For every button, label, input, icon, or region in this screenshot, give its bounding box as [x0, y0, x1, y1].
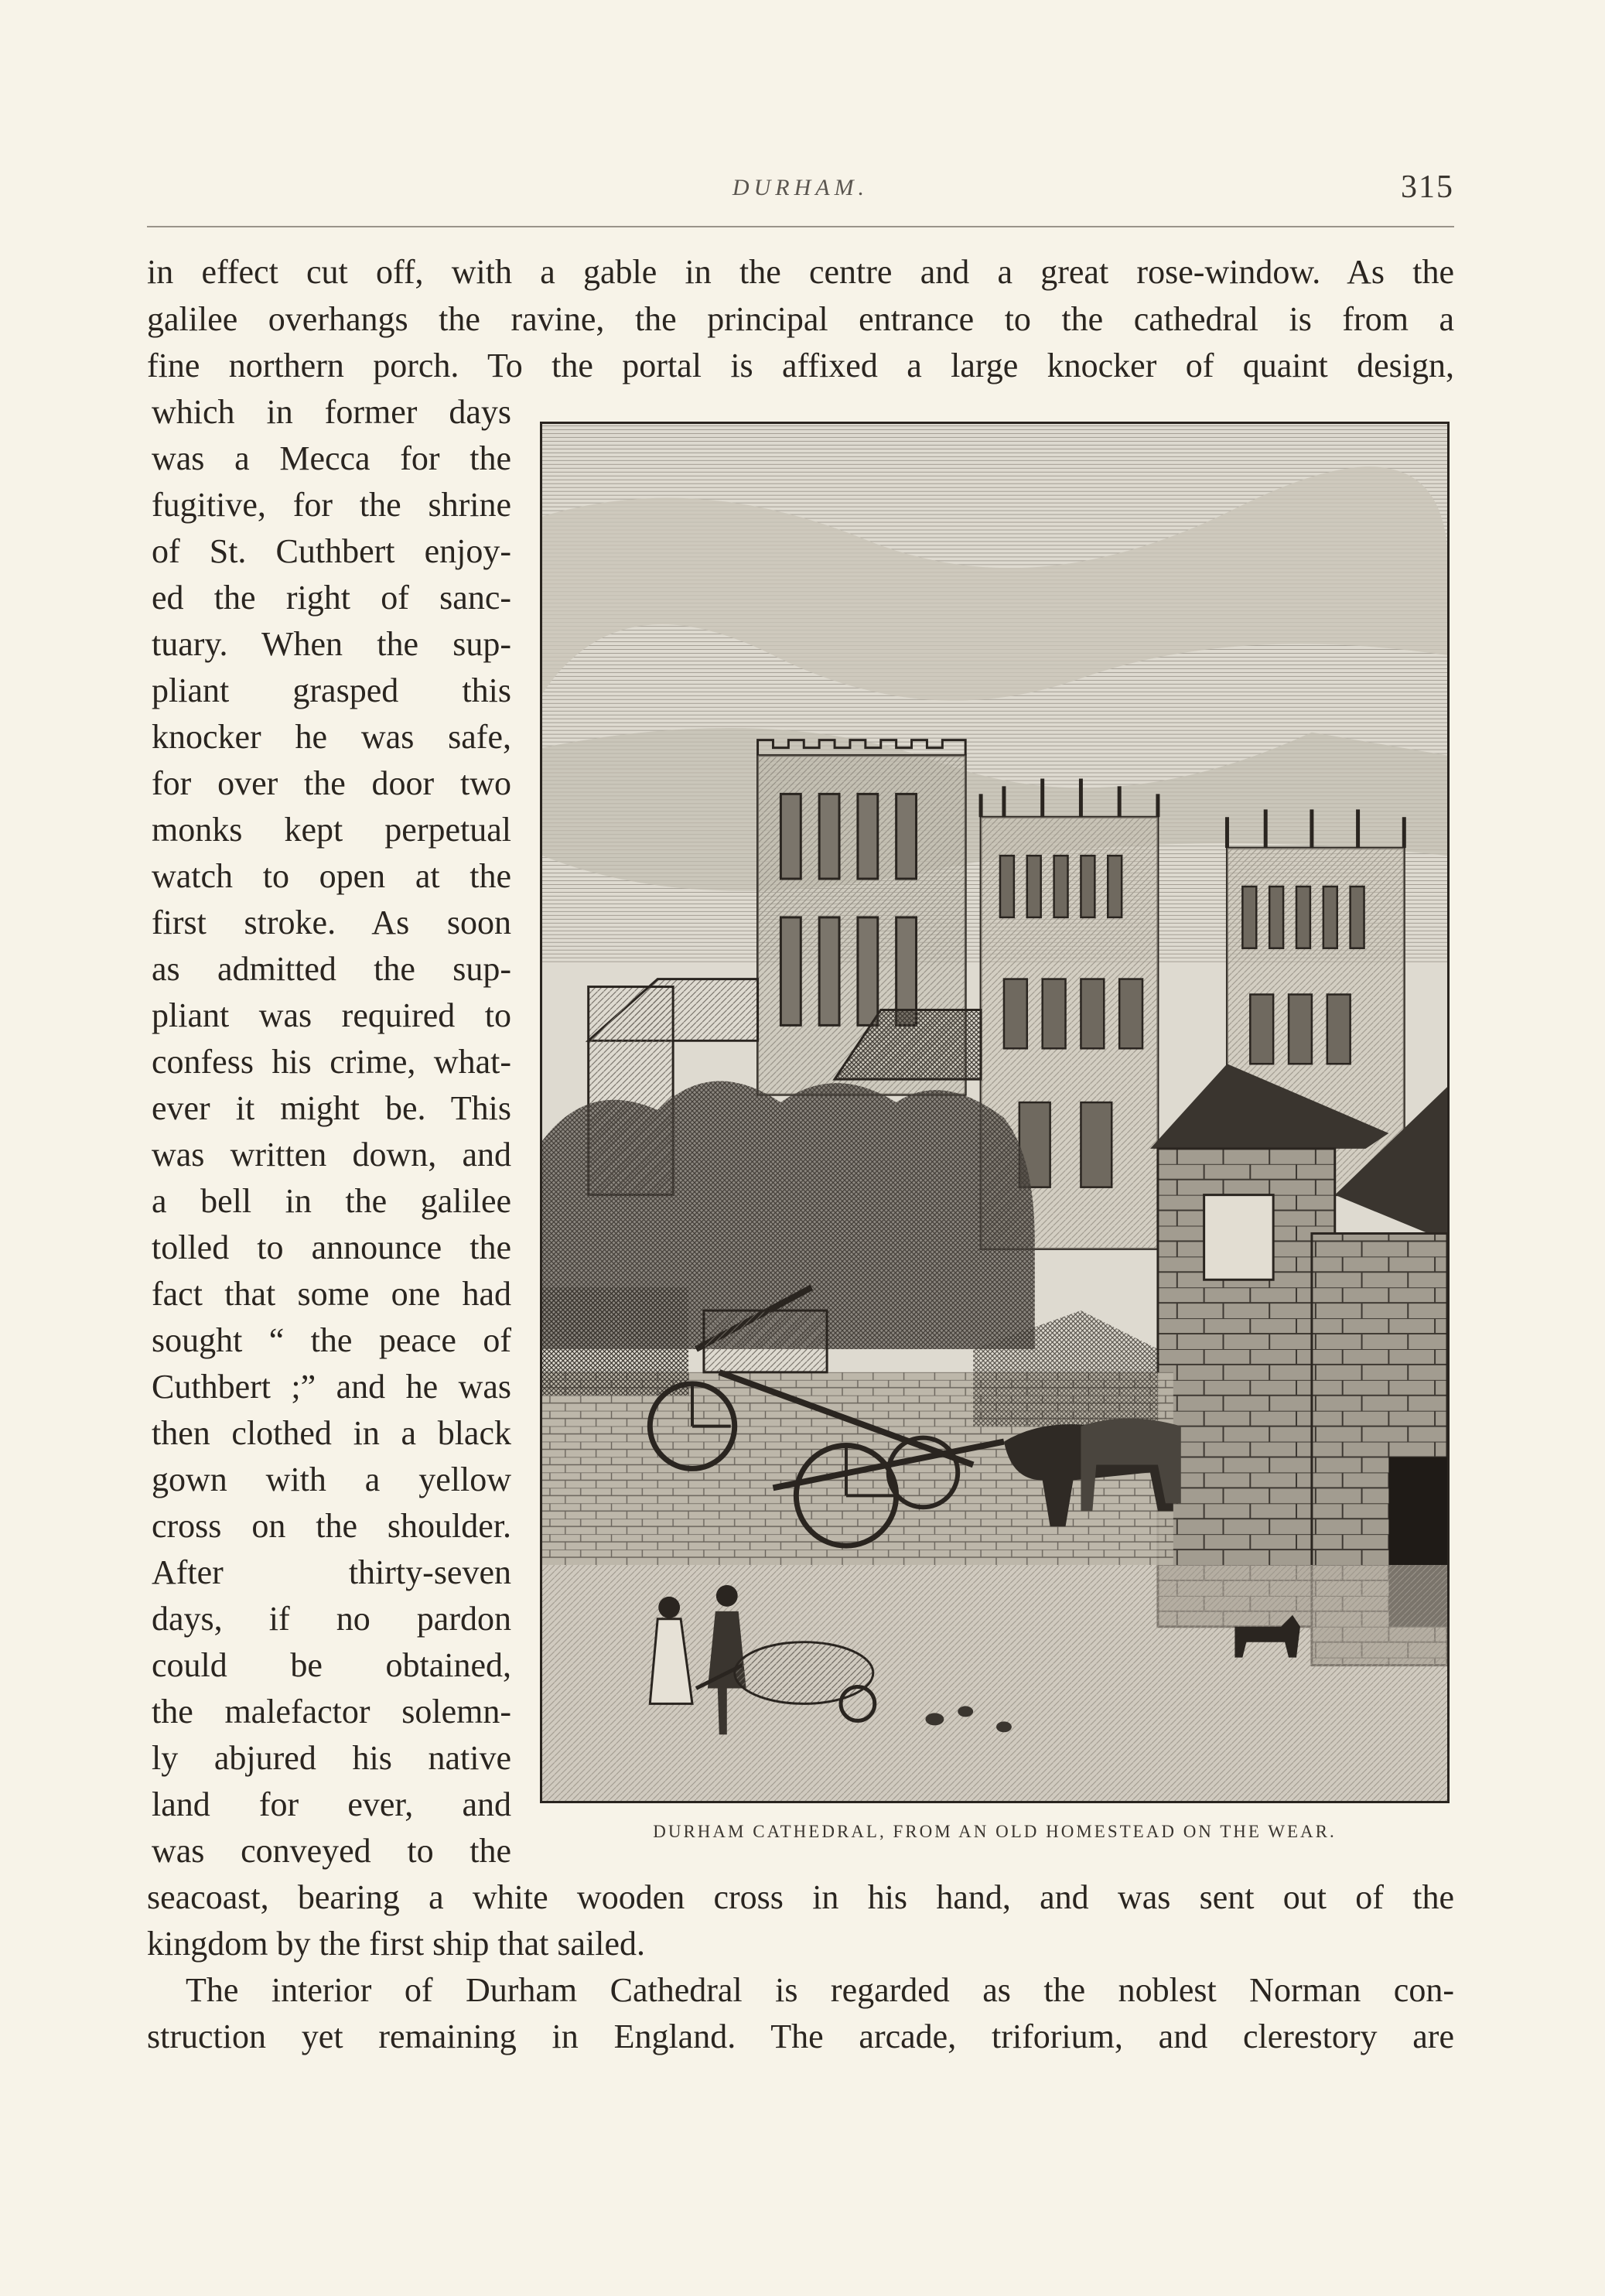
body-line: which in former days [152, 393, 511, 431]
page-number: 315 [1401, 169, 1454, 205]
body-line: pliant grasped this [152, 671, 511, 709]
running-head [147, 169, 1454, 218]
body-line: days, if no pardon [152, 1600, 511, 1638]
body-line: of St. Cuthbert enjoy- [152, 532, 511, 570]
body-line: tuary. When the sup- [152, 625, 511, 663]
body-line: knocker he was safe, [152, 718, 511, 756]
body-line: fine northern porch. To the portal is affixed a large knocker of quaint design, [147, 347, 1454, 384]
body-line: fact that some one had [152, 1275, 511, 1313]
body-line: a bell in the galilee [152, 1182, 511, 1220]
engraving-illustration [542, 424, 1447, 1801]
body-line: The interior of Durham Cathedral is regarded as the noblest Norman con- [186, 1971, 1454, 2009]
body-line: for over the door two [152, 764, 511, 802]
body-line: in effect cut off, with a gable in the centre and a great rose-window. As the [147, 253, 1454, 291]
body-line: kingdom by the first ship that sailed. [147, 1925, 646, 1963]
body-line: tolled to announce the [152, 1228, 511, 1266]
header-rule [147, 226, 1454, 227]
body-line: cross on the shoulder. [152, 1507, 511, 1545]
figure-caption: DURHAM CATHEDRAL, FROM AN OLD HOMESTEAD ON THE WEAR. [653, 1822, 1337, 1841]
body-line: struction yet remaining in England. The arcade, triforium, and clerestory are [147, 2018, 1454, 2055]
body-line: was written down, and [152, 1136, 511, 1174]
body-line: the malefactor solemn- [152, 1693, 511, 1731]
cathedral-engraving [540, 422, 1450, 1803]
body-line: Cuthbert ;” and he was [152, 1368, 511, 1406]
body-line: first stroke. As soon [152, 904, 511, 941]
body-line: seacoast, bearing a white wooden cross in his hand, and was sent out of the [147, 1878, 1454, 1916]
body-line: fugitive, for the shrine [152, 486, 511, 524]
body-line: After thirty-seven [152, 1553, 511, 1591]
body-line: galilee overhangs the ravine, the principal entrance to the cathedral is from a [147, 300, 1454, 338]
body-line: ever it might be. This [152, 1089, 511, 1127]
body-line: ed the right of sanc- [152, 579, 511, 617]
body-line: watch to open at the [152, 857, 511, 895]
body-line: then clothed in a black [152, 1414, 511, 1452]
body-line: land for ever, and [152, 1785, 511, 1823]
body-line: pliant was required to [152, 996, 511, 1034]
body-line: confess his crime, what- [152, 1043, 511, 1081]
body-line: was a Mecca for the [152, 439, 511, 477]
body-line: gown with a yellow [152, 1461, 511, 1498]
body-line: could be obtained, [152, 1646, 511, 1684]
body-line: as admitted the sup- [152, 950, 511, 988]
running-title: DURHAM. [732, 175, 869, 200]
body-line: was conveyed to the [152, 1832, 511, 1870]
body-line: ly abjured his native [152, 1739, 511, 1777]
body-line: sought “ the peace of [152, 1321, 511, 1359]
body-line: monks kept perpetual [152, 811, 511, 849]
